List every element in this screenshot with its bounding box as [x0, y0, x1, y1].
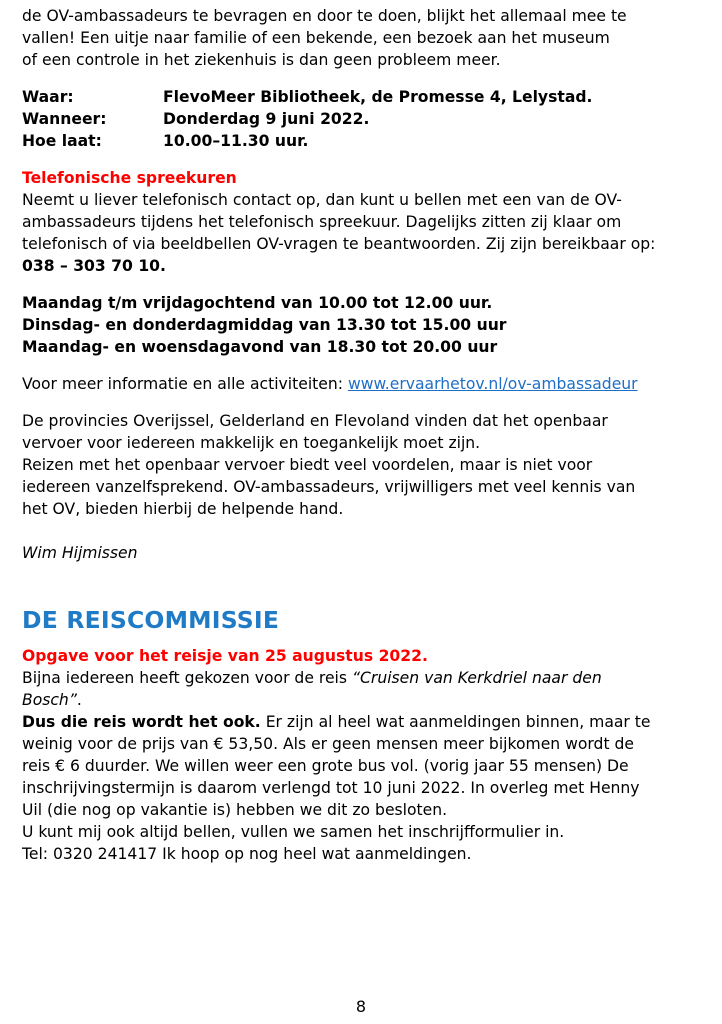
author-signature: Wim Hijmissen [22, 544, 138, 562]
more-info-link[interactable]: www.ervaarhetov.nl/ov-ambassadeur [347, 375, 638, 393]
reiscommissie-line: U kunt mij ook altijd bellen, vullen we samen het inschrijfformulier in. [22, 823, 565, 841]
reiscommissie-line [22, 689, 692, 711]
event-info-row [22, 86, 692, 108]
event-info-row [22, 130, 692, 152]
event-info-value: Donderdag 9 juni 2022. [163, 110, 370, 128]
provinces-line: iedereen vanzelfsprekend. OV-ambassadeurs, vrijwilligers met veel kennis van [22, 478, 636, 496]
intro-line: de OV-ambassadeurs te bevragen en door te doen, blijkt het allemaal mee te [22, 7, 627, 25]
reiscommissie-text: Bijna iedereen heeft gekozen voor de reis [22, 669, 352, 687]
intro-line: vallen! Een uitje naar familie of een bekende, een bezoek aan het museum [22, 29, 610, 47]
reiscommissie-line: reis € 6 duurder. We willen weer een grote bus vol. (vorig jaar 55 mensen) De [22, 757, 629, 775]
event-info [22, 86, 692, 152]
reiscommissie-text: Er zijn al heel wat aanmeldingen binnen, maar te [260, 713, 651, 731]
phone-section-line: ambassadeurs tijdens het telefonisch spreekuur. Dagelijks zitten zij klaar om [22, 213, 622, 231]
hours-line: Maandag t/m vrijdagochtend van 10.00 tot 12.00 uur. [22, 294, 493, 312]
provinces-line: het OV, bieden hierbij de helpende hand. [22, 500, 344, 518]
phone-section-line: Neemt u liever telefonisch contact op, dan kunt u bellen met een van de OV- [22, 191, 622, 209]
event-info-label: Hoe laat: [22, 132, 102, 150]
provinces-line: Reizen met het openbaar vervoer biedt veel voordelen, maar is niet voor [22, 456, 593, 474]
phone-section [22, 167, 692, 277]
page-number: 8 [355, 997, 367, 1016]
reiscommissie-line: inschrijvingstermijn is daarom verlengd tot 10 juni 2022. In overleg met Henny [22, 779, 640, 797]
event-info-value: FlevoMeer Bibliotheek, de Promesse 4, Lelystad. [163, 88, 593, 106]
provinces-line: vervoer voor iedereen makkelijk en toegankelijk moet zijn. [22, 434, 481, 452]
hours-line: Maandag- en woensdagavond van 18.30 tot 20.00 uur [22, 338, 498, 356]
document-page [22, 5, 692, 865]
reiscommissie-line: weinig voor de prijs van € 53,50. Als er geen mensen meer bijkomen wordt de [22, 735, 635, 753]
reiscommissie-line [22, 667, 692, 689]
reiscommissie-line [22, 711, 692, 733]
more-info-text: Voor meer informatie en alle activiteiten: [22, 375, 348, 393]
intro-paragraph [22, 5, 692, 71]
event-info-row [22, 108, 692, 130]
opening-hours [22, 292, 692, 358]
event-info-value: 10.00–11.30 uur. [163, 132, 309, 150]
phone-section-heading: Telefonische spreekuren [22, 169, 237, 187]
more-info [22, 373, 692, 395]
trip-title-quote: Bosch” [22, 691, 77, 709]
event-info-label: Waar: [22, 88, 74, 106]
reiscommissie-line: Tel: 0320 241417 Ik hoop op nog heel wat aanmeldingen. [22, 845, 472, 863]
reiscommissie-bold-lead: Dus die reis wordt het ook. [22, 713, 261, 731]
intro-line: of een controle in het ziekenhuis is dan geen probleem meer. [22, 51, 501, 69]
reiscommissie-subheading: Opgave voor het reisje van 25 augustus 2022. [22, 647, 428, 665]
reiscommissie-text: . [76, 691, 82, 709]
provinces-paragraph [22, 410, 692, 520]
hours-line: Dinsdag- en donderdagmiddag van 13.30 tot 15.00 uur [22, 316, 507, 334]
trip-title-quote: “Cruisen van Kerkdriel naar den [351, 669, 602, 687]
phone-number: 038 – 303 70 10. [22, 257, 166, 275]
reiscommissie-heading: DE REISCOMMISSIE [22, 606, 280, 634]
provinces-line: De provincies Overijssel, Gelderland en Flevoland vinden dat het openbaar [22, 412, 608, 430]
reiscommissie-section [22, 645, 692, 865]
event-info-label: Wanneer: [22, 110, 107, 128]
phone-section-line: telefonisch of via beeldbellen OV-vragen te beantwoorden. Zij zijn bereikbaar op: [22, 235, 656, 253]
reiscommissie-line: Uil (die nog op vakantie is) hebben we dit zo besloten. [22, 801, 448, 819]
